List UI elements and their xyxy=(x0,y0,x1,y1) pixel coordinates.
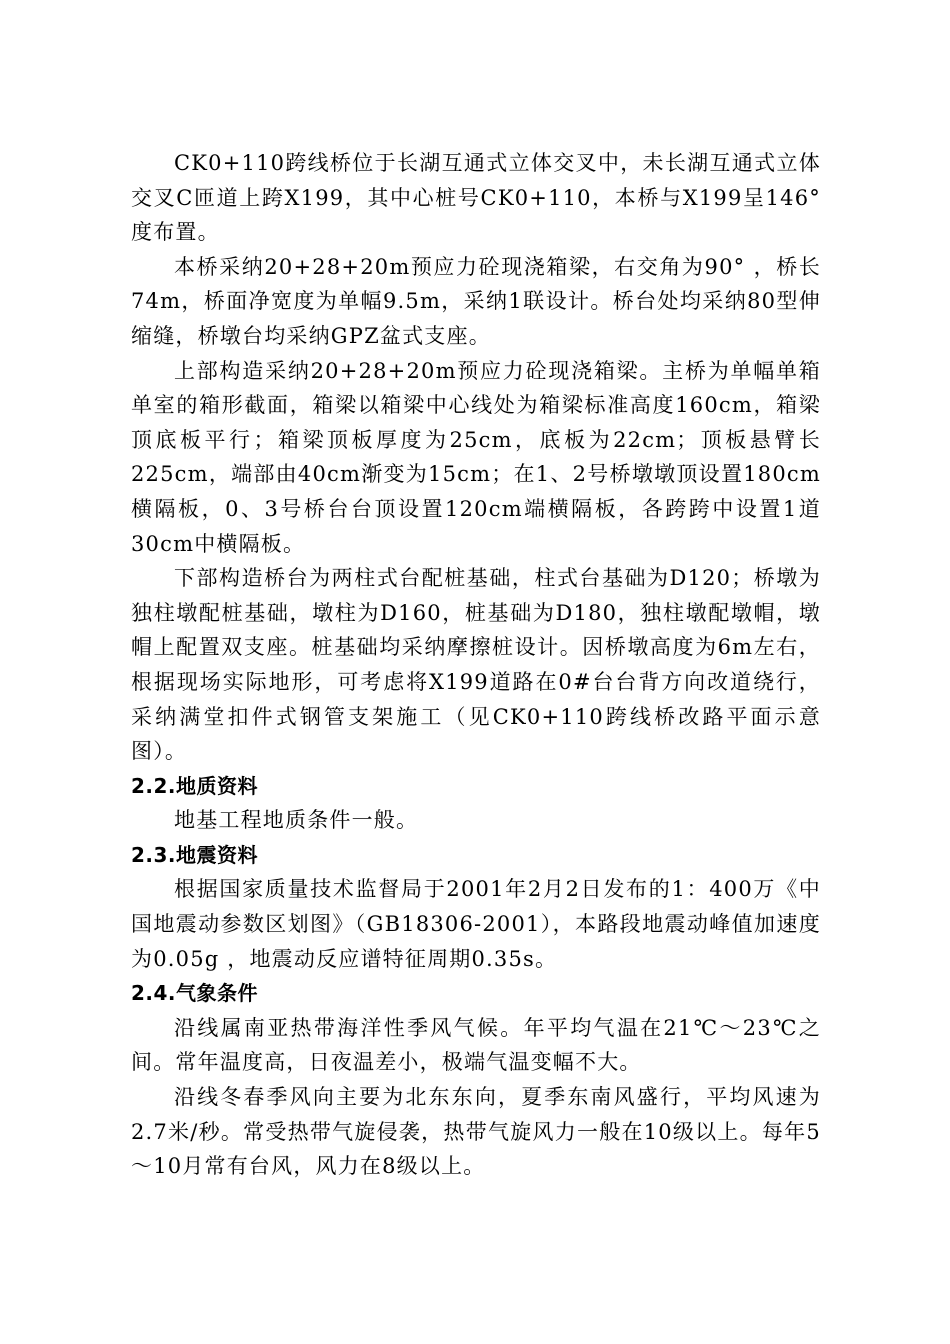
section-heading-seismic: 2.3.地震资料 xyxy=(131,842,259,867)
intro-paragraph-1: CK0+110跨线桥位于长湖互通式立体交叉中，未长湖互通式立体交叉C匝道上跨X199，其中心桩号CK0+110，本桥与X199呈146°度布置。 xyxy=(131,151,821,245)
weather-paragraph-1: 沿线属南亚热带海洋性季风气候。年平均气温在21℃～23℃之间。常年温度高，日夜温差小，极端气温变幅不大。 xyxy=(131,1015,821,1075)
intro-paragraph-4: 下部构造桥台为两柱式台配桩基础，柱式台基础为D120；桥墩为独柱墩配桩基础，墩柱为D160，桩基础为D180，独柱墩配墩帽，墩帽上配置双支座。桩基础均采纳摩擦桩设计。因桥墩高度为6m左右，根据现场实际地形，可考虑将X199道路在0#台台背方向改道绕行，采纳满堂扣件式钢管支架施工（见CK0+110跨线桥改路平面示意图）。 xyxy=(131,566,821,764)
document-page xyxy=(131,146,821,1184)
seismic-paragraph: 根据国家质量技术监督局于2001年2月2日发布的1：400万《中国地震动参数区划图》（GB18306-2001），本路段地震动峰值加速度为0.05g ，地震动反应谱特征周期0.35s。 xyxy=(131,877,821,971)
geology-paragraph: 地基工程地质条件一般。 xyxy=(174,808,419,833)
section-heading-weather: 2.4.气象条件 xyxy=(131,981,259,1006)
section-heading-geology: 2.2.地质资料 xyxy=(131,773,259,798)
intro-paragraph-2: 本桥采纳20+28+20m预应力砼现浇箱梁，右交角为90° ，桥长74m，桥面净宽度为单幅9.5m，采纳1联设计。桥台处均采纳80型伸缩缝，桥墩台均采纳GPZ盆式支座。 xyxy=(131,254,821,348)
intro-paragraph-3: 上部构造采纳20+28+20m预应力砼现浇箱梁。主桥为单幅单箱单室的箱形截面，箱梁以箱梁中心线处为箱梁标准高度160cm，箱梁顶底板平行；箱梁顶板厚度为25cm，底板为22cm；顶板悬臂长225cm，端部由40cm渐变为15cm；在1、2号桥墩墩顶设置180cm横隔板，0、3号桥台台顶设置120cm端横隔板，各跨跨中设置1道30cm中横隔板。 xyxy=(131,358,821,556)
weather-paragraph-2: 沿线冬春季风向主要为北东东向，夏季东南风盛行，平均风速为2.7米/秒。常受热带气旋侵袭，热带气旋风力一般在10级以上。每年5～10月常有台风，风力在8级以上。 xyxy=(131,1085,821,1179)
